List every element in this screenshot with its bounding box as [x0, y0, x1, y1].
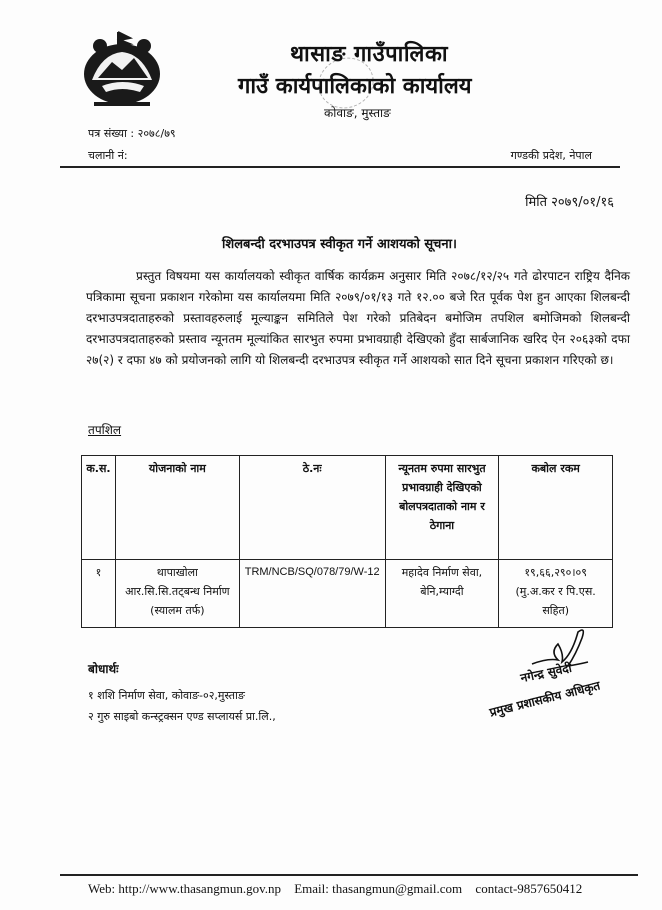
cell-contract-no: TRM/NCB/SQ/078/79/W-12 — [239, 560, 385, 628]
cc-label: बोधार्थः — [88, 662, 119, 676]
header-project-name: योजनाको नाम — [115, 456, 239, 560]
letter-number: पत्र संख्या : २०७८/७९ — [88, 127, 176, 140]
notice-subject: शिलबन्दी दरभाउपत्र स्वीकृत गर्ने आशयको सूचना। — [222, 237, 457, 252]
municipality-name: थासाङ गाउँपालिका — [290, 42, 449, 67]
header-divider — [60, 166, 620, 168]
cell-amount: १९,६६,२९०।०९ (मु.अ.कर र पि.एस. सहित) — [499, 560, 613, 628]
cell-project-name: थापाखोला आर.सि.सि.तट्बन्ध निर्माण (स्यालम तर्फ) — [115, 560, 239, 628]
notice-body — [86, 266, 630, 371]
notice-body-text: प्रस्तुत विषयमा यस कार्यालयको स्वीकृत वार्षिक कार्यक्रम अनुसार मिति २०७८/१२/२५ गते ढोरपाटन राष्ट्रिय दैनिक पत्रिकामा सूचना प्रकाशन गरेकोमा यस कार्यालयमा मिति २०७९/०१/१३ गते १२.०० बजे रित पूर्वक पेश हुन आएका शिलबन्दी दरभाउपत्रदाताहरुको प्रस्तावहरुलाई मूल्याङ्कन समितिले पेश गरेको प्रतिबेदन बमोजिम तपशिल बमोजिमको शिलबन्दी दरभाउपत्रदाताहरुको प्रस्ताव न्यूनतम मूल्यांकित सारभुत रुपमा प्रभावग्राही देखिएको हुँदा सार्बजानिक खरिद ऐन २०६३को दफा २७(२) र दफा ४७ को प्रयोजनको लागि यो शिलबन्दी दरभाउपत्र स्वीकृत गर्ने आशयको सात दिने सूचना प्रकाशन गरिएको छ। — [86, 269, 630, 367]
cc-item: १ शशि निर्माण सेवा, कोवाङ-०२,मुस्ताङ — [88, 689, 245, 702]
notice-date: मिति २०७९/०१/१६ — [525, 195, 614, 210]
cell-serial-no: १ — [82, 560, 116, 628]
office-name: गाउँ कार्यपालिकाको कार्यालय — [238, 74, 472, 99]
province-label: गण्डकी प्रदेश, नेपाल — [510, 149, 592, 162]
footer-web: Web: http://www.thasangmun.gov.np — [88, 881, 281, 896]
nepal-government-emblem-icon — [78, 24, 166, 112]
footer-email: Email: thasangmun@gmail.com — [294, 881, 463, 896]
cell-bidder: महादेव निर्माण सेवा, बेनि,म्याग्दी — [385, 560, 499, 628]
header-contract-no: ठे.नः — [239, 456, 385, 560]
dispatch-number: चलानी नं: — [88, 149, 128, 162]
bid-schedule-table — [81, 455, 613, 628]
cc-item: २ गुरु साइबो कन्स्ट्रक्सन एण्ड सप्लायर्स प्रा.लि., — [88, 710, 276, 723]
footer-phone: contact-9857650412 — [475, 881, 583, 896]
header-serial-no: क.स. — [82, 456, 116, 560]
header-bidder: न्यूनतम रुपमा सारभुत प्रभावग्राही देखिएको बोलपत्रदाताको नाम र ठेगाना — [385, 456, 499, 560]
schedule-heading: तपशिल — [88, 423, 122, 437]
table-header-row — [82, 456, 613, 560]
signatory-name: नगेन्द्र सुवेदी — [519, 660, 573, 686]
header-amount: कबोल रकम — [499, 456, 613, 560]
footer-contact — [88, 881, 592, 897]
signatory-title: प्रमुख प्रशासकीय अधिकृत — [488, 678, 602, 720]
footer-divider — [60, 874, 638, 876]
office-address: कोवाङ, मुस्ताङ — [324, 106, 391, 120]
table-row — [82, 560, 613, 628]
